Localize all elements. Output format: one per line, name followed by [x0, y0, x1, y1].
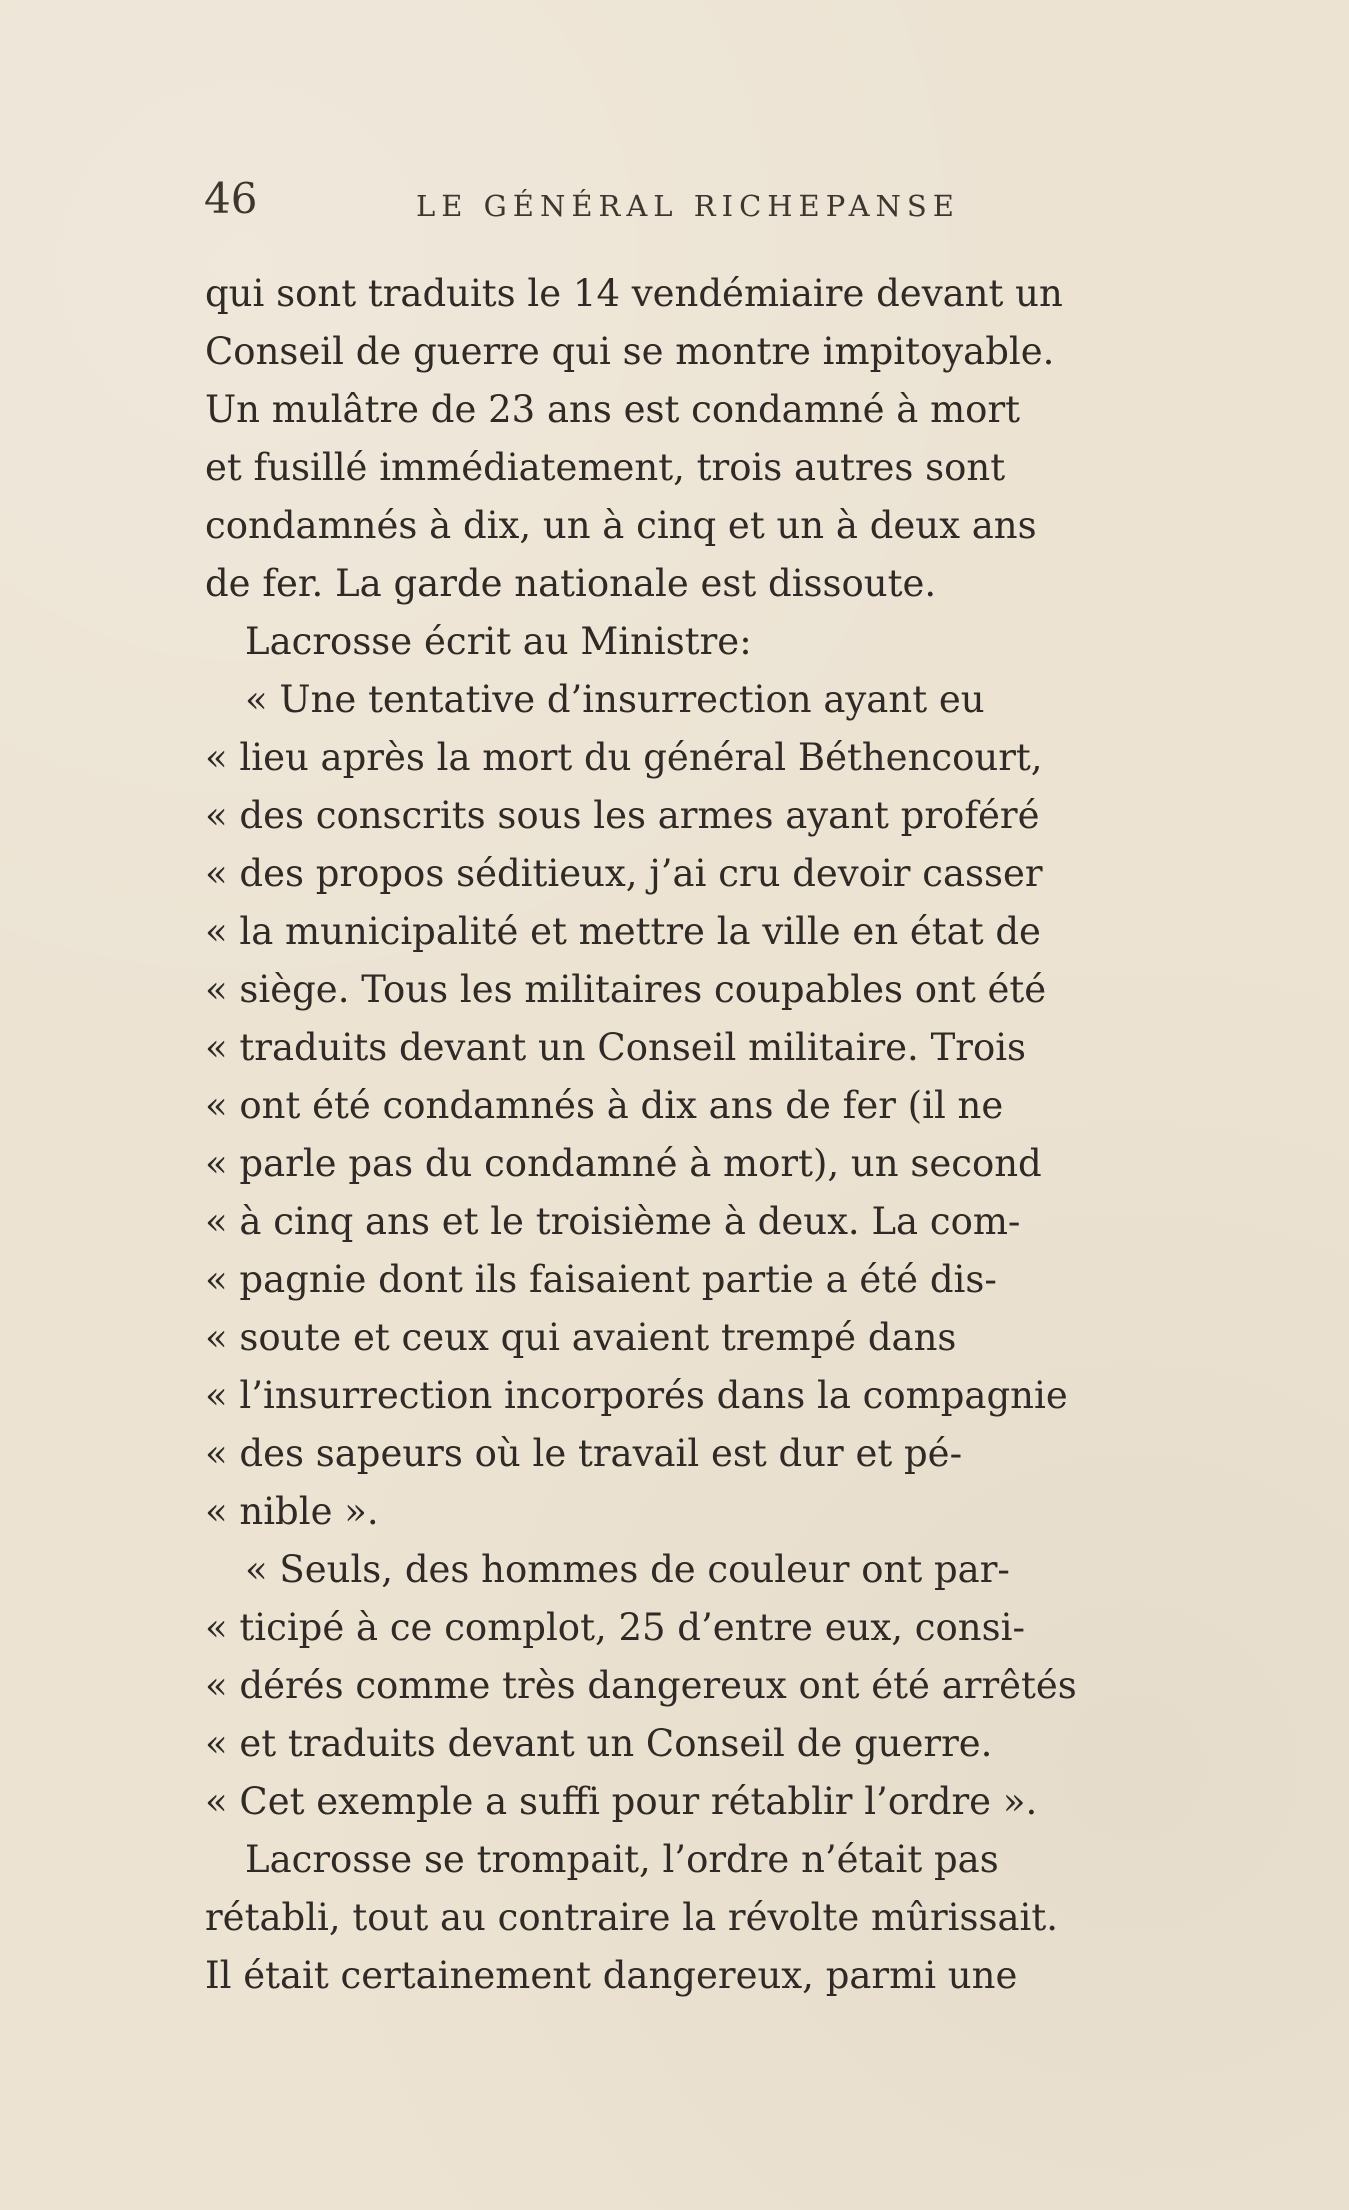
- quote-line: « parle pas du condamné à mort), un second: [205, 1142, 1042, 1185]
- quote-line: « ticipé à ce complot, 25 d’entre eux, consi-: [205, 1606, 1025, 1649]
- paragraph-line: Lacrosse se trompait, l’ordre n’était pas: [245, 1838, 999, 1881]
- quote-line: « Une tentative d’insurrection ayant eu: [245, 678, 985, 721]
- quote-line: « ont été condamnés à dix ans de fer (il ne: [205, 1084, 1004, 1127]
- text-line: et fusillé immédiatement, trois autres sont: [205, 446, 1006, 489]
- quote-line: « dérés comme très dangereux ont été arrêtés: [205, 1664, 1077, 1707]
- paragraph-line: Lacrosse écrit au Ministre:: [245, 620, 752, 663]
- page-header: [204, 174, 1174, 232]
- running-title: LE GÉNÉRAL RICHEPANSE: [416, 189, 960, 223]
- text-line: Un mulâtre de 23 ans est condamné à mort: [205, 388, 1021, 431]
- text-line: Conseil de guerre qui se montre impitoyable.: [205, 330, 1055, 373]
- text-line: rétabli, tout au contraire la révolte mûrissait.: [205, 1896, 1058, 1939]
- quote-line: « Seuls, des hommes de couleur ont par-: [245, 1548, 1010, 1591]
- quote-line: « traduits devant un Conseil militaire. Trois: [205, 1026, 1027, 1069]
- quote-line: « siège. Tous les militaires coupables ont été: [205, 968, 1047, 1011]
- text-line: de fer. La garde nationale est dissoute.: [205, 562, 937, 605]
- quote-line: « l’insurrection incorporés dans la compagnie: [205, 1374, 1068, 1417]
- quote-line: « la municipalité et mettre la ville en état de: [205, 910, 1041, 953]
- quote-line: « et traduits devant un Conseil de guerre.: [205, 1722, 993, 1765]
- quote-line: « des sapeurs où le travail est dur et pé-: [205, 1432, 963, 1475]
- quote-line: « nible ».: [205, 1490, 379, 1533]
- text-line: Il était certainement dangereux, parmi une: [205, 1954, 1018, 1997]
- text-line: condamnés à dix, un à cinq et un à deux ans: [205, 504, 1037, 547]
- page-number: 46: [204, 174, 258, 223]
- quote-line: « soute et ceux qui avaient trempé dans: [205, 1316, 957, 1359]
- quote-line: « à cinq ans et le troisième à deux. La com-: [205, 1200, 1021, 1243]
- text-line: qui sont traduits le 14 vendémiaire devant un: [205, 272, 1063, 315]
- quote-line: « Cet exemple a suffi pour rétablir l’ordre ».: [205, 1780, 1038, 1823]
- quote-line: « des conscrits sous les armes ayant proféré: [205, 794, 1040, 837]
- quote-line: « pagnie dont ils faisaient partie a été dis-: [205, 1258, 997, 1301]
- quote-line: « des propos séditieux, j’ai cru devoir casser: [205, 852, 1043, 895]
- quote-line: « lieu après la mort du général Béthencourt,: [205, 736, 1043, 779]
